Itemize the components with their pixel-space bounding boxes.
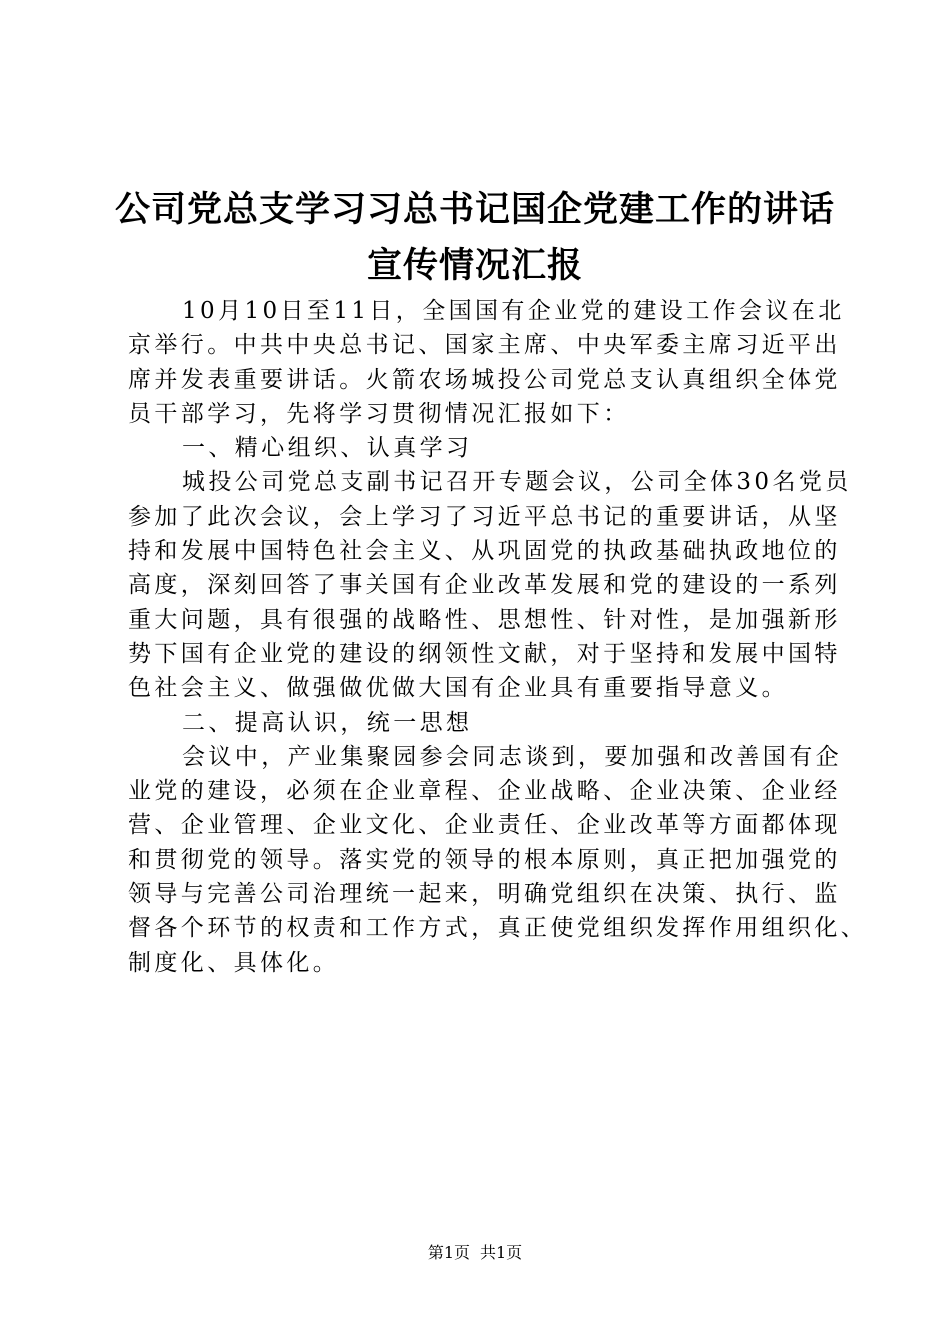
- paragraph-2-line-7: 色社会主义、做强做优做大国有企业具有重要指导意义。: [128, 675, 788, 702]
- paragraph-3-line-5: 领导与完善公司治理统一起来，明确党组织在决策、执行、监: [128, 881, 841, 908]
- paragraph-2-line-3: 持和发展中国特色社会主义、从巩固党的执政基础执政地位的: [128, 538, 841, 565]
- paragraph-3-line-2: 业党的建设，必须在企业章程、企业战略、企业决策、企业经: [128, 778, 841, 805]
- section-heading-1: 一、精心组织、认真学习: [182, 435, 473, 462]
- paragraph-1-line-1: 10月10日至11日，全国国有企业党的建设工作会议在北: [182, 298, 845, 324]
- paragraph-3-line-3: 营、企业管理、企业文化、企业责任、企业改革等方面都体现: [128, 812, 841, 839]
- page-number-total: 共1页: [480, 1243, 523, 1262]
- paragraph-2-line-5: 重大问题，具有很强的战略性、思想性、针对性，是加强新形: [128, 606, 841, 633]
- paragraph-1-line-2: 京举行。中共中央总书记、国家主席、中央军委主席习近平出: [128, 332, 841, 359]
- document-body: [128, 294, 868, 980]
- paragraph-1-line-3: 席并发表重要讲话。火箭农场城投公司党总支认真组织全体党: [128, 366, 841, 393]
- paragraph-3-line-4: 和贯彻党的领导。落实党的领导的根本原则，真正把加强党的: [128, 846, 841, 873]
- section-heading-2: 二、提高认识，统一思想: [182, 709, 473, 736]
- paragraph-3-line-1: 会议中，产业集聚园参会同志谈到，要加强和改善国有企: [182, 743, 842, 770]
- page-number-current: 第1页: [427, 1243, 470, 1262]
- document-title-line-2: 宣传情况汇报: [366, 246, 583, 286]
- page-footer: [0, 1243, 950, 1263]
- paragraph-2-line-6: 势下国有企业党的建设的纲领性文献，对于坚持和发展中国特: [128, 640, 841, 667]
- paragraph-2-line-4: 高度，深刻回答了事关国有企业改革发展和党的建设的一系列: [128, 572, 841, 599]
- paragraph-3-line-7: 制度化、具体化。: [128, 949, 340, 976]
- paragraph-2-line-1: 城投公司党总支副书记召开专题会议，公司全体30名党员: [182, 469, 852, 496]
- paragraph-3-line-6: 督各个环节的权责和工作方式，真正使党组织发挥作用组织化、: [128, 915, 868, 942]
- document-title-line-1: 公司党总支学习习总书记国企党建工作的讲话: [114, 190, 835, 230]
- paragraph-2-line-2: 参加了此次会议，会上学习了习近平总书记的重要讲话，从坚: [128, 503, 841, 530]
- paragraph-1-line-4: 员干部学习，先将学习贯彻情况汇报如下：: [128, 400, 630, 427]
